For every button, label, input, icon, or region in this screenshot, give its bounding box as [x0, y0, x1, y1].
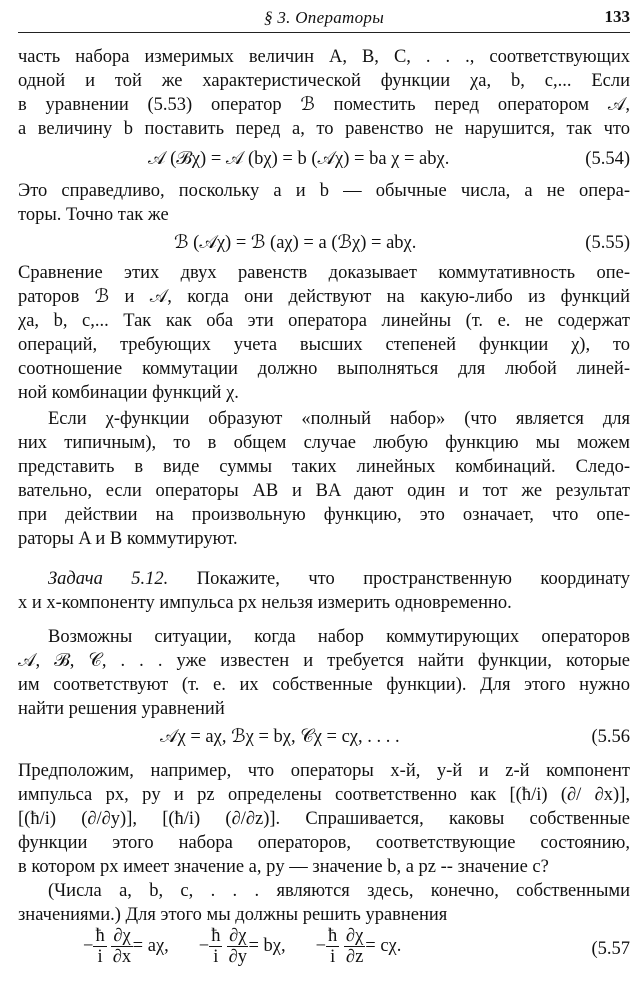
denominator: ∂x [112, 947, 132, 967]
denominator: ∂y [228, 947, 247, 967]
text-line: а величину b поставить перед a, то равенство не нарушится, так что [18, 119, 630, 139]
running-header [18, 6, 630, 33]
hbar-over-i-fraction [326, 926, 339, 967]
partial-derivative-fraction [111, 926, 132, 967]
equation-5-55 [18, 230, 630, 256]
text-line: одной и той же характеристической функции χa, b, c,... Если [18, 71, 630, 91]
text-line: χa, b, c,... Так как оба эти оператора линейны (т. е. не содержат [18, 311, 630, 331]
text-line: функции этого набора операторов, соответствующие состоянию, [18, 833, 630, 853]
task-text: Покажите, что пространственную координату [196, 569, 630, 589]
text-line: вательно, если операторы AB и BA дают один и тот же результат [18, 481, 630, 501]
numerator: ħ [211, 926, 221, 946]
text-line: в уравнении (5.53) оператор ℬ поместить перед оператором 𝒜, [18, 95, 630, 115]
equation-number: (5.55) [585, 233, 630, 253]
equation-body: 𝒜χ = aχ, ℬχ = bχ, 𝒞χ = cχ, . . . . [160, 727, 400, 747]
text-line: них типичным), то в общем случае любую функцию мы можем [18, 433, 630, 453]
denominator: i [97, 947, 103, 967]
denominator: i [213, 947, 219, 967]
minus-sign: − [315, 936, 327, 956]
text-line: в котором px имеет значение a, py — значение b, а pz -- значение c? [18, 857, 549, 877]
numerator: ħ [328, 926, 338, 946]
text-line: Если χ-функции образуют «полный набор» (что является для [48, 409, 630, 429]
equation-number: (5.57 [591, 939, 630, 959]
text-line: Сравнение этих двух равенств доказывает коммутативность опе- [18, 263, 630, 283]
text-line: ной комбинации функций χ. [18, 383, 239, 403]
text-line: Это справедливо, поскольку a и b — обычные числа, а не опера- [18, 181, 630, 201]
text-line: значениями.) Для этого мы должны решить уравнения [18, 905, 448, 925]
text-line: при действии на произвольную функцию, это означает, что опе- [18, 505, 630, 525]
minus-sign: − [83, 936, 94, 956]
denominator: i [330, 947, 336, 967]
right-hand-side: = cχ. [365, 936, 402, 956]
hbar-over-i-fraction [209, 926, 222, 967]
partial-derivative-fraction [227, 926, 248, 967]
text-line: им соответствуют (т. е. их собственные функции). Для этого нужно [18, 675, 630, 695]
text-line: раторов ℬ и 𝒜, когда они действуют на какую-либо из функций [18, 287, 630, 307]
text-line: найти решения уравнений [18, 699, 225, 719]
right-hand-side: = bχ, [248, 936, 286, 956]
right-hand-side: = aχ, [132, 936, 169, 956]
hbar-over-i-fraction [93, 926, 106, 967]
text-line: x и x-компоненту импульса px нельзя измерить одновременно. [18, 593, 512, 613]
numerator: ∂χ [113, 926, 131, 946]
text-line: Предположим, например, что операторы x-й, y-й и z-й компонент [18, 761, 630, 781]
text-line: операций, требующих учета высших степеней функции χ), то [18, 335, 630, 355]
text-line: часть набора измеримых величин A, B, C, . . ., соответствующих [18, 47, 630, 67]
task-label: Задача 5.12. [48, 569, 169, 589]
equation-body [83, 926, 401, 967]
equation-body: ℬ (𝒜χ) = ℬ (aχ) = a (ℬχ) = abχ. [174, 233, 417, 253]
text-line: представить в виде суммы таких линейных комбинаций. Следо- [18, 457, 630, 477]
minus-sign: − [198, 936, 210, 956]
numerator: ∂χ [345, 926, 364, 946]
numerator: ħ [95, 926, 105, 946]
text-line: (Числа a, b, c, . . . являются здесь, конечно, собственными [48, 881, 630, 901]
task-line [48, 568, 630, 590]
equation-5-57 [18, 926, 630, 978]
text-line: раторы A и B коммутируют. [18, 529, 238, 549]
partial-derivative-fraction [344, 926, 365, 967]
text-line: соотношение коммутации должно выполняться для любой линей- [18, 359, 630, 379]
equation-body: 𝒜 (ℬχ) = 𝒜 (bχ) = b (𝒜χ) = ba χ = abχ. [148, 149, 450, 169]
denominator: ∂z [345, 947, 364, 967]
equation-5-54 [18, 146, 630, 172]
text-line: торы. Точно так же [18, 205, 169, 225]
equation-number: (5.54) [585, 149, 630, 169]
page-number: 133 [604, 7, 630, 26]
section-title: § 3. Операторы [263, 8, 385, 27]
equation-number: (5.56 [591, 727, 630, 747]
text-line: импульса px, py и pz определены соответственно как [(ħ/i) (∂/ ∂x)], [18, 785, 630, 805]
equation-5-56 [18, 724, 630, 750]
text-line: Возможны ситуации, когда набор коммутирующих операторов [48, 627, 630, 647]
text-line: [(ħ/i) (∂/∂y)], [(ħ/i) (∂/∂z)]. Спрашивается, каковы собственные [18, 809, 630, 829]
text-line: 𝒜, ℬ, 𝒞, . . . уже известен и требуется найти функции, которые [18, 651, 630, 671]
numerator: ∂χ [229, 926, 247, 946]
